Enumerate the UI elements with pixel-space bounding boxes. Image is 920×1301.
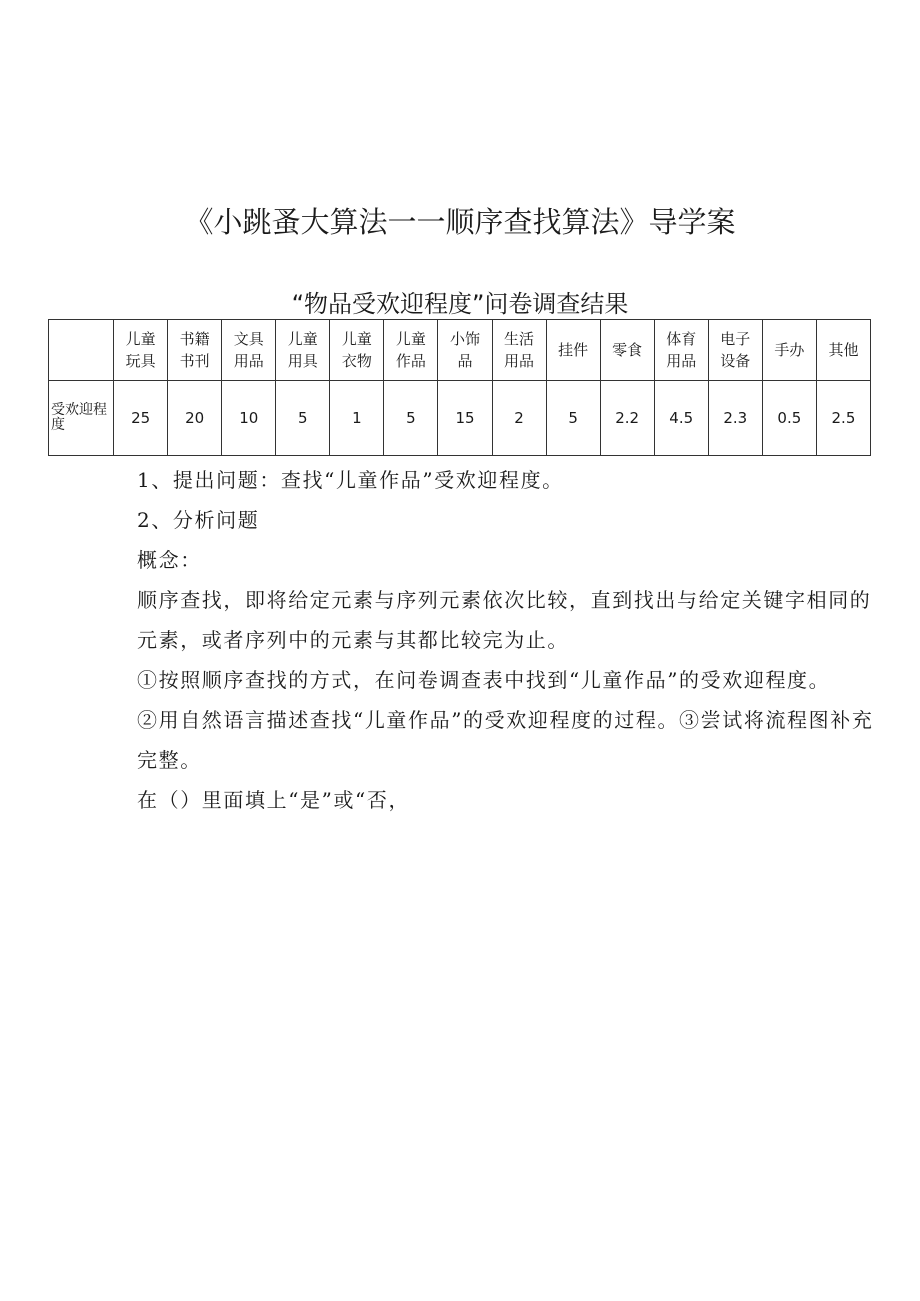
- column-header-line1: 儿童: [341, 330, 372, 348]
- survey-table: [48, 319, 871, 456]
- column-header-line2: 用品: [504, 352, 535, 370]
- column-header-cell: [816, 320, 870, 381]
- column-header-cell: [600, 320, 654, 381]
- task-1: ①按照顺序查找的方式，在问卷调查表中找到“儿童作品”的受欢迎程度。: [137, 668, 831, 692]
- document-title: 《小跳蚤大算法一一顺序查找算法》导学案: [184, 205, 736, 239]
- popularity-value-cell: 10: [222, 381, 276, 456]
- concept-label: 概念：: [137, 548, 202, 572]
- popularity-value-cell: 4.5: [654, 381, 708, 456]
- survey-table-title: “物品受欢迎程度”问卷调查结果: [291, 290, 629, 318]
- column-header-cell: [762, 320, 816, 381]
- popularity-value-cell: 15: [438, 381, 492, 456]
- column-header-cell: [168, 320, 222, 381]
- popularity-value-cell: 2.5: [816, 381, 870, 456]
- column-header-line1: 小饰: [449, 330, 480, 348]
- column-header-line2: 玩具: [125, 352, 156, 370]
- column-header-line1: 文具: [233, 330, 264, 348]
- column-header-line1: 挂件: [558, 341, 589, 359]
- popularity-value-cell: 20: [168, 381, 222, 456]
- popularity-value-cell: 25: [114, 381, 168, 456]
- column-header-cell: [222, 320, 276, 381]
- column-header-cell: [114, 320, 168, 381]
- table-value-row: [49, 381, 871, 456]
- column-header-line1: 手办: [774, 341, 805, 359]
- question-step-2: 2、分析问题: [137, 508, 260, 532]
- row-label-popularity: 受欢迎程度: [49, 381, 114, 456]
- fill-instruction: 在（）里面填上“是”或“否，: [137, 788, 411, 812]
- column-header-line1: 零食: [612, 341, 643, 359]
- column-header-line2: 书刊: [179, 352, 210, 370]
- column-header-line2: 设备: [720, 352, 751, 370]
- column-header-cell: [654, 320, 708, 381]
- task-2-3: ②用自然语言描述查找“儿童作品”的受欢迎程度的过程。③尝试将流程图补充完整。: [137, 708, 874, 772]
- concept-definition: 顺序查找，即将给定元素与序列元素依次比较，直到找出与给定关键字相同的元素，或者序列中的元素与其都比较完为止。: [137, 588, 872, 652]
- column-header-cell: [276, 320, 330, 381]
- column-header-line2: 衣物: [341, 352, 372, 370]
- column-header-line2: 用品: [666, 352, 697, 370]
- column-header-cell: [492, 320, 546, 381]
- popularity-value-cell: 1: [330, 381, 384, 456]
- column-header-line2: 作品: [395, 352, 426, 370]
- column-header-line1: 儿童: [395, 330, 426, 348]
- popularity-value-cell: 0.5: [762, 381, 816, 456]
- column-header-cell: [330, 320, 384, 381]
- table-header-row: [49, 320, 871, 381]
- popularity-value-cell: 5: [384, 381, 438, 456]
- column-header-line1: 儿童: [287, 330, 318, 348]
- column-header-line2: 品: [457, 352, 473, 370]
- popularity-value-cell: 2.2: [600, 381, 654, 456]
- question-step-1: 1、提出问题：查找“儿童作品”受欢迎程度。: [137, 468, 564, 492]
- column-header-line1: 电子: [720, 330, 751, 348]
- column-header-line1: 儿童: [125, 330, 156, 348]
- column-header-cell: [438, 320, 492, 381]
- column-header-cell: [384, 320, 438, 381]
- column-header-line1: 体育: [666, 330, 697, 348]
- column-header-cell: [708, 320, 762, 381]
- body-text: [137, 460, 877, 820]
- column-header-line1: 书籍: [179, 330, 210, 348]
- column-header-line1: 生活: [504, 330, 535, 348]
- popularity-value-cell: 2: [492, 381, 546, 456]
- popularity-value-cell: 5: [276, 381, 330, 456]
- popularity-value-cell: 5: [546, 381, 600, 456]
- column-header-line1: 其他: [828, 341, 859, 359]
- popularity-value-cell: 2.3: [708, 381, 762, 456]
- column-header-line2: 用具: [287, 352, 318, 370]
- column-header-line2: 用品: [233, 352, 264, 370]
- column-header-cell: [546, 320, 600, 381]
- table-corner-cell: [49, 320, 114, 381]
